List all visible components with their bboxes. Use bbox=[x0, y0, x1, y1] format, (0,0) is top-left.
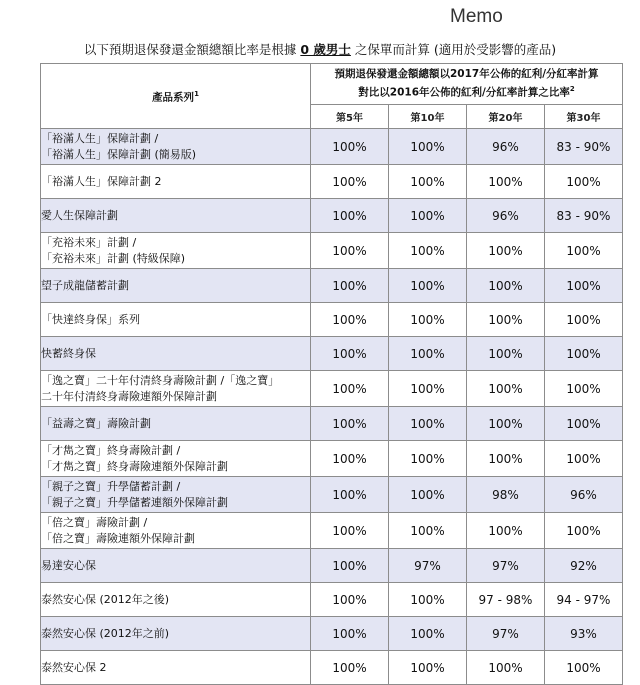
table-row bbox=[41, 583, 623, 617]
ratio-value-cell: 100% bbox=[545, 513, 623, 549]
product-name-line: 泰然安心保 (2012年之前) bbox=[41, 626, 170, 640]
product-name-line: 「親子之寶」升學儲蓄計劃 / bbox=[41, 479, 181, 493]
ratio-value-cell: 100% bbox=[311, 233, 389, 269]
ratio-value-cell: 100% bbox=[545, 303, 623, 337]
ratio-value-cell: 100% bbox=[311, 583, 389, 617]
ratio-value-cell: 100% bbox=[389, 477, 467, 513]
table-row bbox=[41, 477, 623, 513]
ratio-value-cell: 100% bbox=[389, 233, 467, 269]
product-name-cell bbox=[41, 651, 311, 685]
table-row bbox=[41, 337, 623, 371]
product-name-line: 「益壽之寶」壽險計劃 bbox=[41, 416, 151, 430]
product-name-line: 易達安心保 bbox=[41, 558, 96, 572]
year-header-10: 第10年 bbox=[389, 105, 467, 129]
year-header-5: 第5年 bbox=[311, 105, 389, 129]
table-row bbox=[41, 129, 623, 165]
ratio-value-cell: 100% bbox=[545, 651, 623, 685]
product-name-cell bbox=[41, 617, 311, 651]
ratio-value-cell: 100% bbox=[389, 303, 467, 337]
product-name-line: 望子成龍儲蓄計劃 bbox=[41, 278, 129, 292]
table-row bbox=[41, 269, 623, 303]
ratio-value-cell: 93% bbox=[545, 617, 623, 651]
ratio-value-cell: 100% bbox=[389, 441, 467, 477]
ratio-value-cell: 100% bbox=[311, 371, 389, 407]
ratio-value-cell: 100% bbox=[467, 233, 545, 269]
ratio-table bbox=[40, 63, 623, 685]
ratio-value-cell: 100% bbox=[389, 165, 467, 199]
product-name-line: 「充裕未來」計劃 (特級保障) bbox=[41, 251, 186, 265]
ratio-value-cell: 100% bbox=[311, 269, 389, 303]
product-header-label: 產品系列 bbox=[152, 91, 195, 104]
ratio-value-cell: 100% bbox=[311, 199, 389, 233]
ratio-value-cell: 100% bbox=[389, 371, 467, 407]
product-name-line: 「倍之寶」壽險連額外保障計劃 bbox=[41, 531, 195, 545]
ratio-value-cell: 100% bbox=[389, 617, 467, 651]
product-name-line: 泰然安心保 (2012年之後) bbox=[41, 592, 170, 606]
ratio-header-line1: 預期退保發還金額總額以2017年公佈的紅利/分紅率計算 bbox=[334, 68, 599, 81]
product-name-line: 「裕滿人生」保障計劃 / bbox=[41, 131, 159, 145]
product-name-line: 「裕滿人生」保障計劃 2 bbox=[41, 174, 162, 188]
product-name-cell bbox=[41, 513, 311, 549]
ratio-value-cell: 100% bbox=[389, 337, 467, 371]
ratio-value-cell: 97% bbox=[389, 549, 467, 583]
ratio-value-cell: 100% bbox=[389, 651, 467, 685]
product-name-cell bbox=[41, 583, 311, 617]
product-name-cell bbox=[41, 337, 311, 371]
intro-part2: 之保單而計算 (適用於受影響的產品) bbox=[354, 42, 557, 57]
table-row bbox=[41, 165, 623, 199]
ratio-value-cell: 97% bbox=[467, 549, 545, 583]
product-name-cell bbox=[41, 269, 311, 303]
table-row bbox=[41, 651, 623, 685]
ratio-value-cell: 100% bbox=[545, 165, 623, 199]
product-name-cell bbox=[41, 165, 311, 199]
product-name-line: 快蓄終身保 bbox=[41, 346, 96, 360]
ratio-value-cell: 83 - 90% bbox=[545, 199, 623, 233]
ratio-value-cell: 100% bbox=[545, 233, 623, 269]
ratio-value-cell: 100% bbox=[467, 651, 545, 685]
product-header-note: 1 bbox=[194, 89, 199, 98]
ratio-value-cell: 100% bbox=[545, 441, 623, 477]
table-row bbox=[41, 549, 623, 583]
product-name-cell bbox=[41, 303, 311, 337]
ratio-value-cell: 100% bbox=[545, 337, 623, 371]
product-name-cell bbox=[41, 441, 311, 477]
intro-text bbox=[0, 40, 640, 58]
table-row bbox=[41, 407, 623, 441]
table-row bbox=[41, 513, 623, 549]
ratio-value-cell: 100% bbox=[389, 583, 467, 617]
product-name-line: 「才雋之寶」終身壽險計劃 / bbox=[41, 443, 181, 457]
memo-label: Memo bbox=[450, 6, 503, 27]
ratio-value-cell: 100% bbox=[389, 513, 467, 549]
product-name-line: 「才雋之寶」終身壽險連額外保障計劃 bbox=[41, 459, 228, 473]
product-name-cell bbox=[41, 199, 311, 233]
ratio-value-cell: 100% bbox=[545, 407, 623, 441]
product-name-line: 「充裕未來」計劃 / bbox=[41, 235, 137, 249]
ratio-value-cell: 83 - 90% bbox=[545, 129, 623, 165]
ratio-value-cell: 100% bbox=[311, 477, 389, 513]
ratio-value-cell: 97% bbox=[467, 617, 545, 651]
ratio-value-cell: 100% bbox=[389, 269, 467, 303]
ratio-value-cell: 98% bbox=[467, 477, 545, 513]
ratio-value-cell: 96% bbox=[467, 129, 545, 165]
ratio-value-cell: 100% bbox=[467, 165, 545, 199]
product-name-cell bbox=[41, 233, 311, 269]
ratio-value-cell: 100% bbox=[311, 513, 389, 549]
ratio-header-line2: 對比以2016年公佈的紅利/分紅率計算之比率 bbox=[358, 86, 570, 99]
ratio-value-cell: 100% bbox=[467, 337, 545, 371]
product-name-line: 「逸之寶」二十年付清終身壽險計劃 /「逸之寶」 bbox=[41, 373, 280, 387]
ratio-value-cell: 100% bbox=[467, 269, 545, 303]
product-name-line: 二十年付清終身壽險連額外保障計劃 bbox=[41, 389, 217, 403]
ratio-value-cell: 100% bbox=[467, 513, 545, 549]
ratio-value-cell: 100% bbox=[545, 269, 623, 303]
ratio-value-cell: 96% bbox=[545, 477, 623, 513]
table-row bbox=[41, 371, 623, 407]
product-name-line: 「裕滿人生」保障計劃 (簡易版) bbox=[41, 147, 197, 161]
ratio-value-cell: 100% bbox=[467, 407, 545, 441]
product-name-cell bbox=[41, 371, 311, 407]
ratio-value-cell: 97 - 98% bbox=[467, 583, 545, 617]
ratio-value-cell: 100% bbox=[311, 651, 389, 685]
ratio-value-cell: 100% bbox=[467, 441, 545, 477]
ratio-header-note: 2 bbox=[569, 85, 575, 94]
ratio-value-cell: 100% bbox=[389, 199, 467, 233]
ratio-value-cell: 100% bbox=[467, 371, 545, 407]
product-name-line: 泰然安心保 2 bbox=[41, 660, 107, 674]
product-name-cell bbox=[41, 129, 311, 165]
table-row bbox=[41, 199, 623, 233]
product-name-line: 愛人生保障計劃 bbox=[41, 208, 118, 222]
intro-highlight: 0 歲男士 bbox=[300, 42, 351, 57]
product-name-cell bbox=[41, 549, 311, 583]
ratio-value-cell: 100% bbox=[467, 303, 545, 337]
ratio-value-cell: 100% bbox=[311, 549, 389, 583]
ratio-value-cell: 92% bbox=[545, 549, 623, 583]
ratio-value-cell: 100% bbox=[545, 371, 623, 407]
ratio-value-cell: 100% bbox=[311, 407, 389, 441]
product-name-cell bbox=[41, 477, 311, 513]
year-header-30: 第30年 bbox=[545, 105, 623, 129]
ratio-value-cell: 100% bbox=[389, 407, 467, 441]
ratio-header bbox=[311, 64, 623, 105]
product-name-line: 「倍之寶」壽險計劃 / bbox=[41, 515, 148, 529]
product-series-header bbox=[41, 64, 311, 129]
ratio-value-cell: 100% bbox=[311, 129, 389, 165]
ratio-value-cell: 100% bbox=[311, 303, 389, 337]
table-row bbox=[41, 617, 623, 651]
table-row bbox=[41, 233, 623, 269]
ratio-value-cell: 94 - 97% bbox=[545, 583, 623, 617]
ratio-value-cell: 100% bbox=[311, 165, 389, 199]
ratio-value-cell: 96% bbox=[467, 199, 545, 233]
ratio-value-cell: 100% bbox=[389, 129, 467, 165]
intro-part1: 以下預期退保發還金額總額比率是根據 bbox=[83, 42, 297, 57]
table-row bbox=[41, 441, 623, 477]
product-name-line: 「快達終身保」系列 bbox=[41, 312, 140, 326]
year-header-20: 第20年 bbox=[467, 105, 545, 129]
product-name-line: 「親子之寶」升學儲蓄連額外保障計劃 bbox=[41, 495, 228, 509]
ratio-value-cell: 100% bbox=[311, 337, 389, 371]
table-row bbox=[41, 303, 623, 337]
ratio-value-cell: 100% bbox=[311, 441, 389, 477]
ratio-value-cell: 100% bbox=[311, 617, 389, 651]
product-name-cell bbox=[41, 407, 311, 441]
